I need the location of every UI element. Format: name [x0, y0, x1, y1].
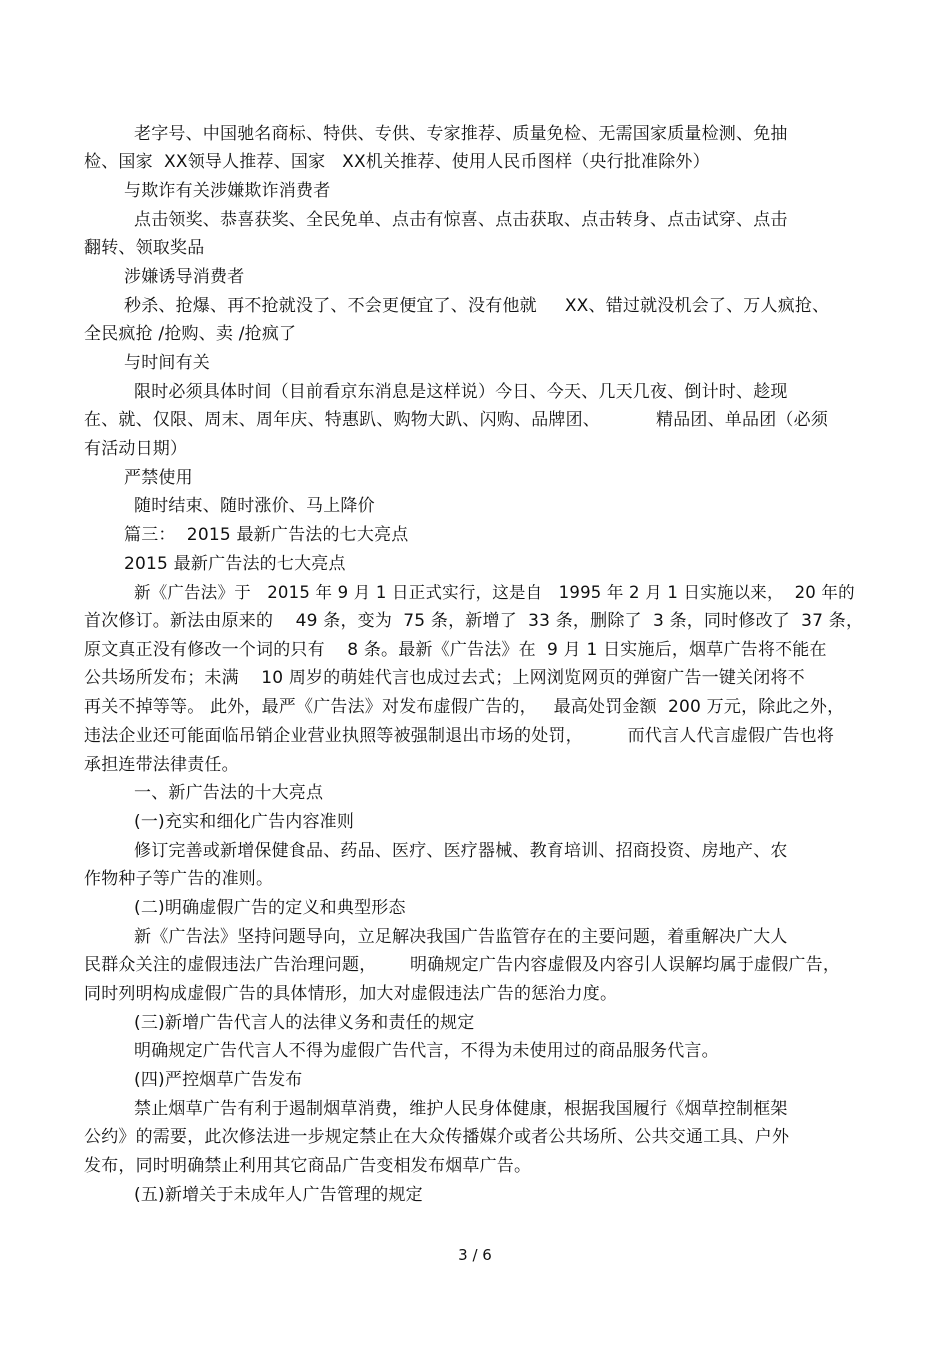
- text-line: 作物种子等广告的准则。: [84, 869, 274, 889]
- text-line: 承担连带法律责任。: [84, 755, 239, 775]
- text-line: 公共场所发布；未满 10 周岁的萌娃代言也成过去式；上网浏览网页的弹窗广告一键关闭将不: [84, 668, 805, 688]
- text-line: 发布，同时明确禁止利用其它商品广告变相发布烟草广告。: [84, 1156, 532, 1176]
- text-line: 老字号、中国驰名商标、特供、专供、专家推荐、质量免检、无需国家质量检测、免抽: [134, 124, 788, 144]
- text-line: 禁止烟草广告有利于遏制烟草消费，维护人民身体健康，根据我国履行《烟草控制框架: [134, 1099, 788, 1119]
- section-heading: 与欺诈有关涉嫌欺诈消费者: [124, 181, 331, 201]
- text-line: 随时结束、随时涨价、马上降价: [134, 496, 375, 516]
- text-line: 点击领奖、恭喜获奖、全民免单、点击有惊喜、点击获取、点击转身、点击试穿、点击: [134, 210, 788, 230]
- subsection-heading: (一)充实和细化广告内容准则: [134, 812, 355, 832]
- chapter-title: 篇三： 2015 最新广告法的七大亮点: [124, 525, 409, 545]
- text-line: 明确规定广告代言人不得为虚假广告代言，不得为未使用过的商品服务代言。: [134, 1041, 719, 1061]
- text-line: 新《广告法》于 2015 年 9 月 1 日正式实行，这是自 1995 年 2 月 1 日实施以来， 20 年的: [134, 583, 855, 602]
- section-heading: 与时间有关: [124, 353, 210, 373]
- text-line: 新《广告法》坚持问题导向，立足解决我国广告监管存在的主要问题，着重解决广大人: [134, 927, 788, 947]
- text-line: 再关不掉等等。 此外，最严《广告法》对发布虚假广告的， 最高处罚金额 200 万元，除此之外，: [84, 697, 845, 717]
- text-line: 首次修订。新法由原来的 49 条，变为 75 条，新增了 33 条，删除了 3 条，同时修改了 37 条，: [84, 611, 864, 631]
- text-line: 民群众关注的虚假违法广告治理问题， 明确规定广告内容虚假及内容引人误解均属于虚假广告，: [84, 955, 841, 975]
- text-line: 同时列明构成虚假广告的具体情形，加大对虚假违法广告的惩治力度。: [84, 984, 618, 1004]
- text-line: 秒杀、抢爆、再不抢就没了、不会更便宜了、没有他就 XX、错过就没机会了、万人疯抢、: [124, 296, 830, 316]
- text-line: 违法企业还可能面临吊销企业营业执照等被强制退出市场的处罚， 而代言人代言虚假广告也将: [84, 726, 835, 746]
- text-line: 翻转、领取奖品: [84, 238, 205, 258]
- subsection-heading: (四)严控烟草广告发布: [134, 1070, 303, 1090]
- text-line: 修订完善或新增保健食品、药品、医疗、医疗器械、教育培训、招商投资、房地产、农: [134, 841, 788, 861]
- section-heading: 严禁使用: [124, 468, 193, 488]
- text-line: 在、就、仅限、周末、周年庆、特惠趴、购物大趴、闪购、品牌团、 精品团、单品团（必须: [84, 410, 829, 430]
- text-line: 全民疯抢 /抢购、卖 /抢疯了: [84, 324, 297, 344]
- subsection-heading: (五)新增关于未成年人广告管理的规定: [134, 1185, 423, 1205]
- section-heading: 一、新广告法的十大亮点: [134, 783, 324, 803]
- text-line: 原文真正没有修改一个词的只有 8 条。最新《广告法》在 9 月 1 日实施后，烟草广告将不能在: [84, 640, 827, 660]
- text-line: 公约》的需要，此次修法进一步规定禁止在大众传播媒介或者公共场所、公共交通工具、户外: [84, 1127, 790, 1147]
- section-heading: 涉嫌诱导消费者: [124, 267, 245, 287]
- text-line: 限时必须具体时间（目前看京东消息是这样说）今日、今天、几天几夜、倒计时、趁现: [134, 382, 788, 402]
- subsection-heading: (二)明确虚假广告的定义和典型形态: [134, 898, 406, 918]
- page-number: 3 / 6: [458, 1246, 492, 1264]
- text-line: 检、国家 XX领导人推荐、国家 XX机关推荐、使用人民币图样（央行批准除外）: [84, 152, 710, 172]
- text-line: 有活动日期）: [84, 439, 188, 459]
- article-title: 2015 最新广告法的七大亮点: [124, 554, 346, 574]
- subsection-heading: (三)新增广告代言人的法律义务和责任的规定: [134, 1013, 475, 1033]
